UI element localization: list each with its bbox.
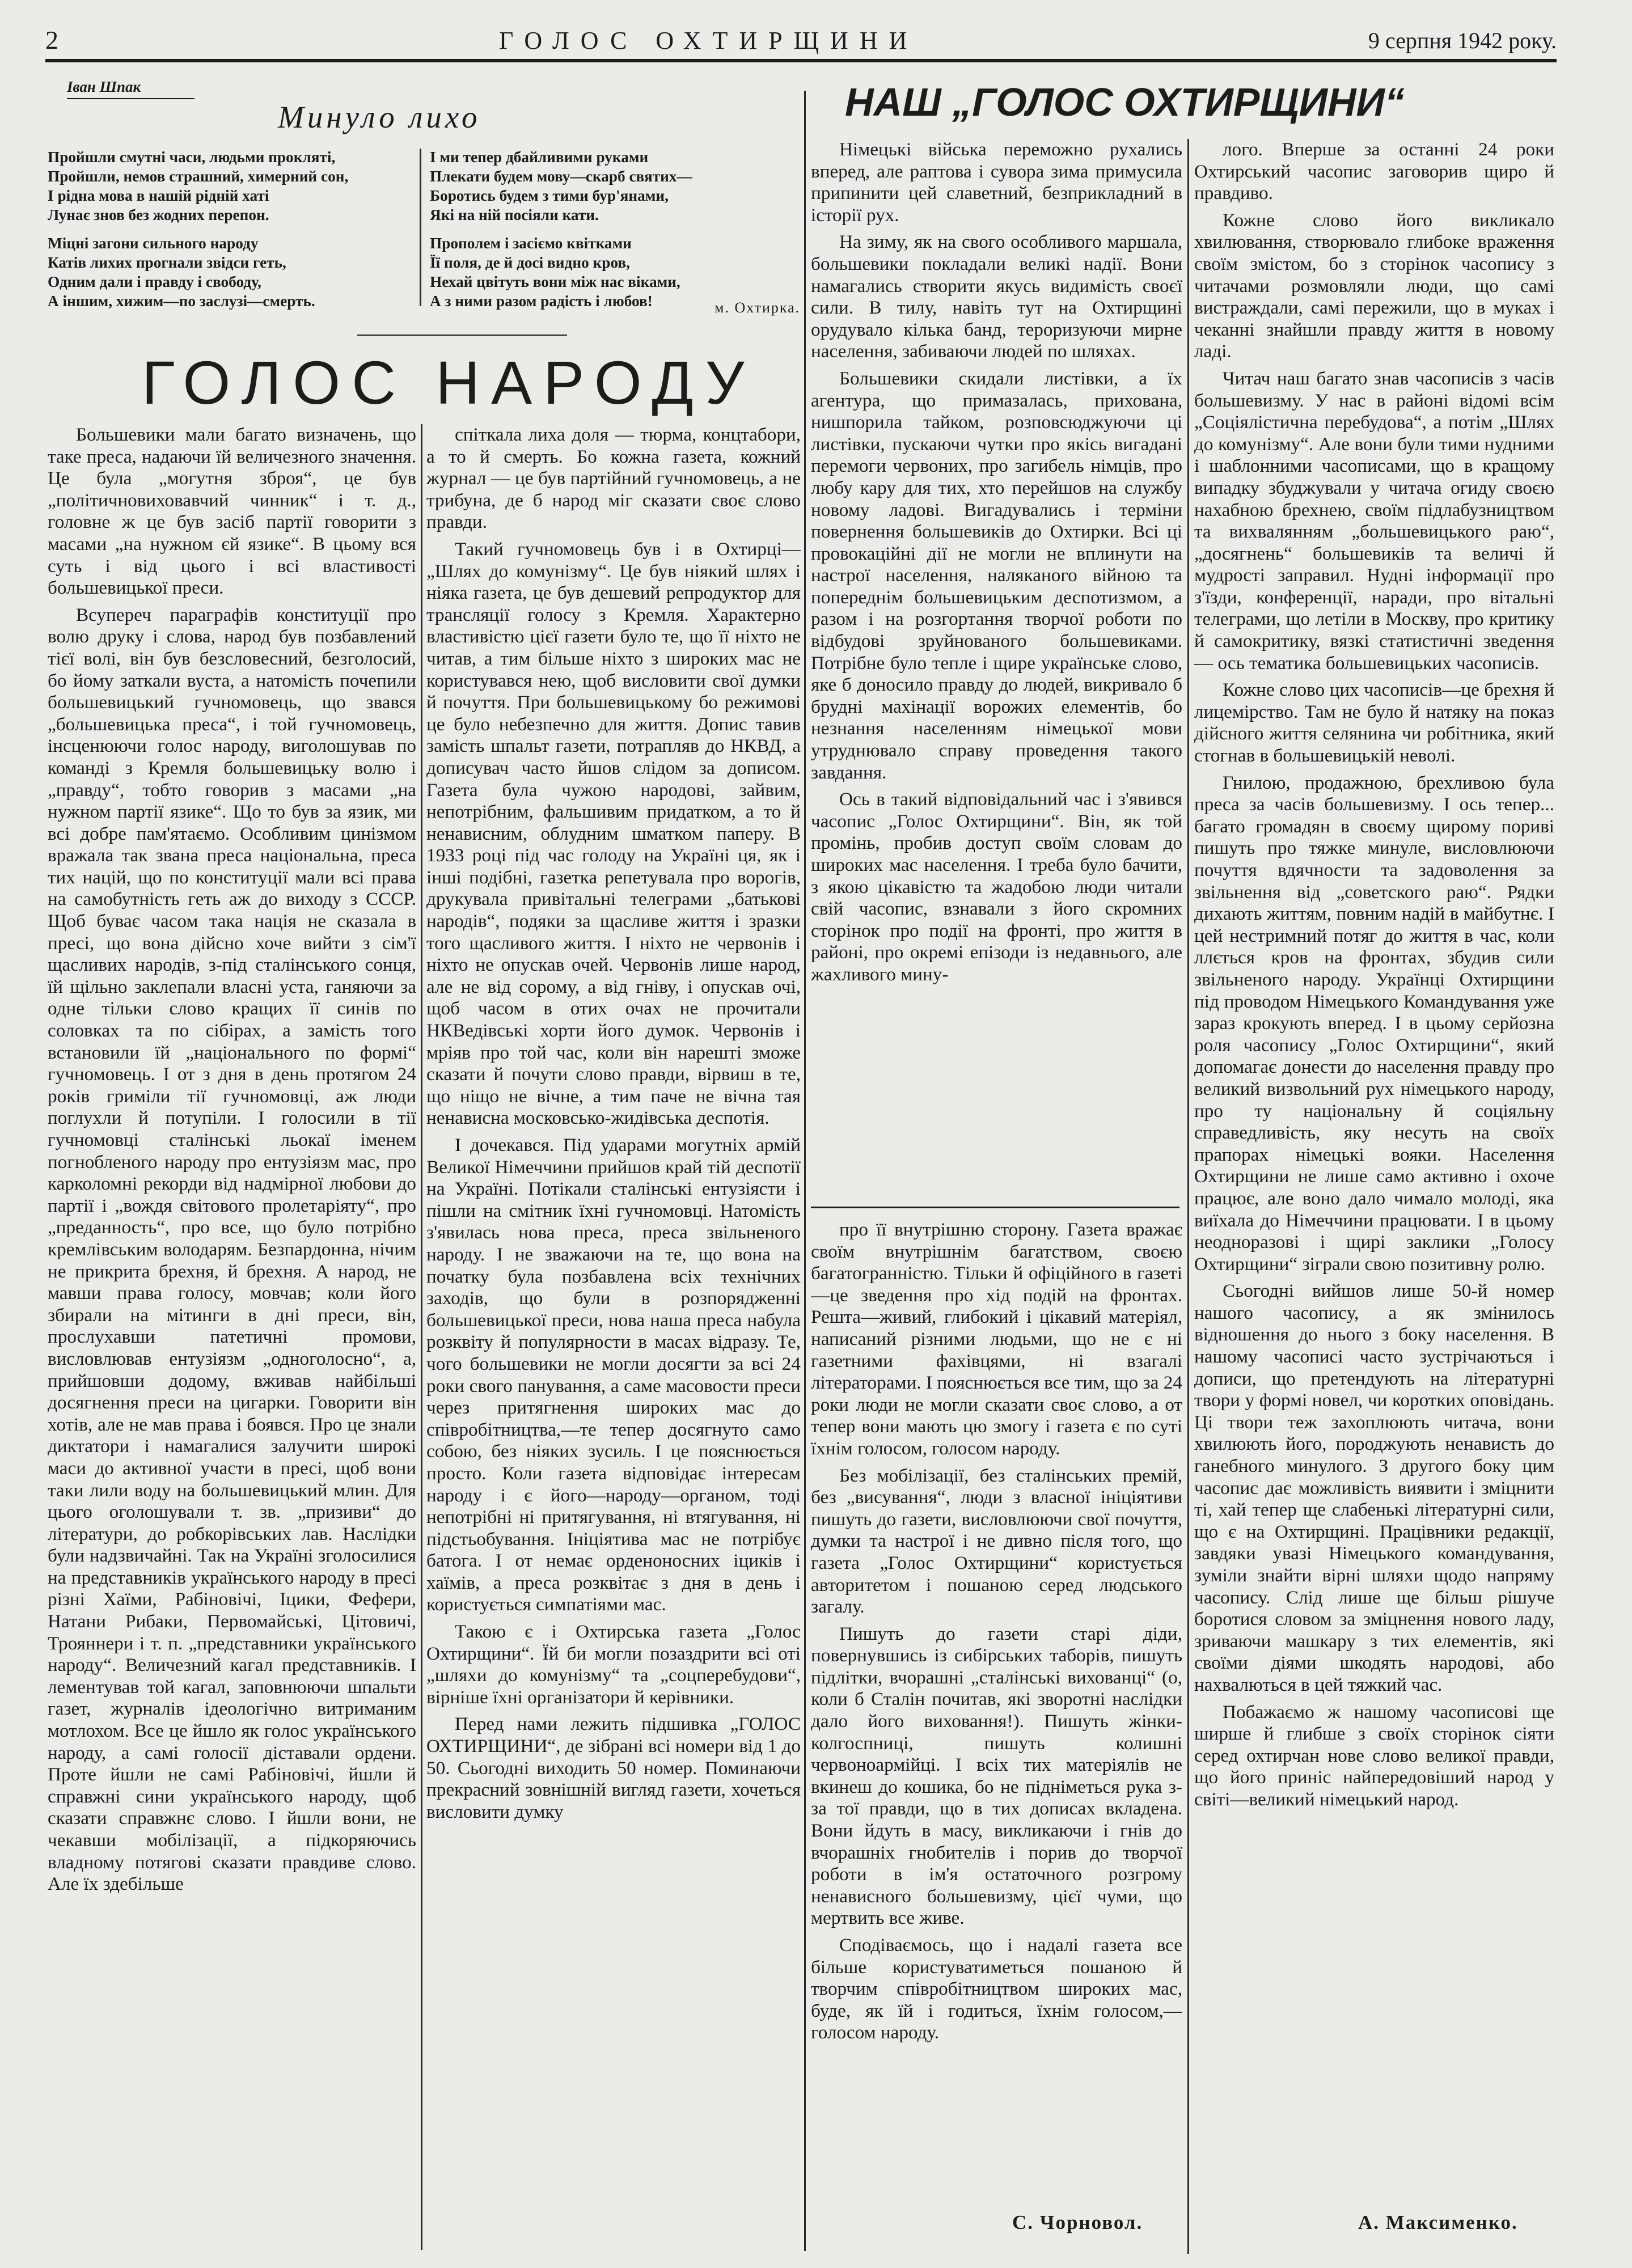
article1-column-1 — [48, 424, 416, 2256]
article2-column-4 — [1194, 139, 1554, 2208]
paragraph: Ось в такий відповідальний час і з'явився часопис „Голос Охтирщини“. Він, як той промінь, пробив доступ своїм словам до широких мас населення. І треба було бачити, з якою цікавістю та жадобою люди читали свій часопис, взнавали з його скромних сторінок про події на фронті, про життя в районі, про окремі епізоди із недавнього, але жахливого мину- — [811, 789, 1182, 985]
paragraph: Такий гучномовець був і в Охтирці—„Шлях до комунізму“. Це був ніякий шлях і ніяка газета, це був дешевий репродуктор для трансляції голосу з Кремля. Характерно властивістю цієї газети було те, що її ніхто не читав, а тим більше ніхто з широких мас не користувався нею, щоб висловити свої думки й почуття. При большевицькому бо режимові це було небезпечно для життя. Допис тавив замість шпальт газети, потрапляв до НКВД, а дописувач часто йшов слідом за дописом. Газета була чужою народові, зайвим, непотрібним, фальшивим придатком, а то й ненависним, облудним шматком паперу. В 1933 році під час голоду на Україні ця, як і інші подібні, газетка репетувала про ворогів, друкувала привітальні телеграми „батькові народів“, подяки за щасливе життя і зразки того щасливого життя. І ніхто не червонів і ніхто не опускав очей. Червонів лише народ, але не від сорому, а від гніву, і опускав очі, щоб часом в отих очах не прочитали НКВедівські хорти його думок. Червонів і мріяв про той час, коли він нарешті зможе сказати й почути слово правди, вірвиш в те, що ніщо не вічне, а тим паче не вічна тая ненависна московсько-жидівська деспотія. — [426, 538, 801, 1129]
page-header — [45, 25, 1557, 58]
author-underline — [67, 98, 195, 99]
poem-place: м. Охтирка. — [714, 299, 801, 316]
column-divider-1 — [421, 424, 422, 2250]
column-divider-3 — [1187, 139, 1189, 2254]
issue-date: 9 серпня 1942 року. — [1368, 28, 1557, 53]
poem-stanza-3: І ми тепер дбайливими руками Плекати будем мову—скарб святих— Боротись будем з тими бур'янами, Які на ній посіяли кати. — [430, 149, 692, 223]
paragraph: Такою є і Охтирська газета „Голос Охтирщини“. Їй би могли позаздрити всі оті „шляхи до комунізму“ та „соцперебудови“, вірніше їхні організатори й керівники. — [426, 1621, 801, 1708]
paragraph: Кожне слово цих часописів—це брехня й лицемірство. Там не було й натяку на показ дійсного життя селянина чи робітника, який стогнав в большевицькій неволі. — [1194, 679, 1554, 767]
poem-left-column — [48, 147, 411, 311]
article2-col4-text — [1194, 139, 1554, 1811]
signature-chornovol: С. Чорновол. — [1012, 2211, 1143, 2233]
column-divider-2 — [804, 91, 806, 2251]
paragraph: Без мобілізації, без сталінських премій, без „висування“, люди з власної ініціятиви пишуть до газети, висловлюючи свої почуття, думки та настрої і не дивно після того, що газета „Голос Охтирщини“ користується авторитетом і пошаною серед людського загалу. — [811, 1465, 1182, 1618]
poem-author-label — [67, 78, 197, 99]
paragraph: Всупереч параграфів конституції про волю друку і слова, народ був позбавлений тієї волі, він був безсловесний, безголосий, бо йому заткали вуста, а натомість почепили большевицький гучномовець, що звався „большевицька преса“, і той гучномовець, інсценюючи голос народу, виголошував по команді з Кремля большевицьку волю і „правду“, тобто говорив з масами „на нужном партії язике“. Що то був за язик, ми всі добре пам'ятаємо. Особливим цинізмом вражала так звана преса національна, преса тих націй, що по конституції мали всі права на самобутність геть аж до виходу з СССР. Щоб буває часом така нація не сказала в пресі, що вона дійсно хоче вийти з сім'ї щасливих народів, з-під сталінського сонця, їй щільно заклепали власні уста, ганяючи за одне тільки слово кращих її синів по соловках та по сібірах, а замість того встановили їй „національного по формі“ гучномовець. І от з дня в день протягом 24 років гриміли тії гучномовці, аж люди поглухли й потупіли. І голосили в тії гучномовці сталінські льокаї іменем погнобленого народу про ентузіязм мас, про карколомні рекорди від надмірної любови до партії і „вождя світового пролетаріяту“, про „преданность“, про все, що було потрібно кремлівським володарям. Безпардонна, нічим не прикрита брехня, й брехня. А народ, не мавши права голосу, мовчав; коли його збирали на мітинги в дні преси, він, прослухавши патетичні промови, висловлював ентузіязм „одноголосно“, а, прийшовши додому, вживав найбільші досягнення преси на цигарки. Говорити він хотів, але не мав права і боявся. Про це знали диктатори і намагалися залучити широкі маси до активної участи в пресі, щоб вони таки лили воду на большевицький млин. Для цього оголошували т. зв. „призиви“ до літератури, до робкорівських лав. Наслідки були надзвичайні. Так на Україні зголосилися на представників українського народу в пресі різні Хаїми, Рабіновічі, Іцики, Фефери, Натани Рибаки, Первомайські, Цітовичі, Трояннери і т. п. „представники українського народу“. Величезний кагал представників. І лементував той кагал, заповнюючи шпальти газет, журналів ідеологічно витриманим мотлохом. Все це йшло як голос українського народу, а самі голосії діставали ордени. Проте йшли не самі Рабіновічі, йшли й справжні сини українського народу, щоб сказати справжнє слово. І йшли вони, не чекавши мобілізації, а підкоряючись владному потягові сказати правдиве слово. Але їх здебільше — [48, 604, 416, 1895]
paragraph: І дочекався. Під ударами могутніх армій Великої Німеччини прийшов край тій деспотії на Україні. Потікали сталінські ентузіясти і пішли на смітник їхні гучномовці. Натомість з'явилась нова преса, преса звільненого народу. І не зважаючи на те, що вона на початку була позбавлена всіх технічних заходів, що були в розпорядженні большевицької преси, нова наша преса набула розквіту й популярности в масах відразу. Те, чого большевики не могли досягти за всі 24 роки свого панування, а саме масовости преси через притягнення широких мас до співробітництва,—те тепер досягнуто само собою, без ніяких зусиль. І це пояснюється просто. Коли газета відповідає інтересам народу і є його—народу—органом, тоді непотрібні ні притягування, ні втягування, ні підстьобування. Ініціятива мас не потрібує батога. І от немає орденоносних іциків і хаїмів, а преса розквітає з дня в день і користується симпатіями мас. — [426, 1135, 801, 1615]
paragraph: Німецькі війська переможно рухались вперед, але раптова і сувора зима примусила припинити цей славетний, безприкладний в історії рух. — [811, 139, 1182, 226]
paragraph: Кожне слово його викликало хвилювання, створювало глибоке враження своїм змістом, бо з сторінок часопису з читачами розмовляли люди, що самі вистраждали, самі пережили, що в муках і чеканні знайшли правду життя в новому ладі. — [1194, 209, 1554, 362]
paragraph: На зиму, як на свого особливого маршала, большевики покладали великі надії. Вони намагались створити якусь видимість своєї сили. В тилу, навіть тут на Охтирщині орудувало кілька банд, тероризуючи мирне населення, забиваючи людей по шляхах. — [811, 231, 1182, 362]
paragraph: лого. Вперше за останні 24 роки Охтирський часопис заговорив щиро й правдиво. — [1194, 139, 1554, 204]
paragraph: спіткала лиха доля — тюрма, концтабори, а то й смерть. Бо кожна газета, кожний журнал — це був партійний гучномовець, а не трибуна, де б народ міг сказати своє слово правди. — [426, 424, 801, 533]
article-title-nash-holos: НАШ „ГОЛОС ОХТИРЩИНИ“ — [845, 80, 1405, 124]
paragraph: Сьогодні вийшов лише 50-й номер нашого часопису, а як змінилось відношення до нього з боку населення. В нашому часописі часто зустрічаються і дописи, що претендують на літературні твори у формі новел, чи коротких оповідань. Ці твори теж захоплюють читача, вони хвилюють його, породжують ненависть до ганебного минулого. З другого боку цим часопис дає можливість виявити і зміцнити ті, хай тепер ще слабенькі літературні сили, що є на Охтирщині. Працівники редакції, завдяки увазі Німецького командування, зуміли знайти вірні шляхи щодо напряму часопису. Слід лише ще більш рішуче боротися словом за зміцнення нового ладу, зриваючи машкару з тих елементів, які своїми діями шкодять народові, або нахвалються в цей тяжкий час. — [1194, 1280, 1554, 1695]
article1-col1-text — [48, 424, 416, 1895]
page-number: 2 — [45, 26, 58, 54]
article1-column-3 — [811, 1219, 1182, 2208]
paragraph: Большевики скидали листівки, а їх агентура, що примазалась, прихована, нишпорила тайком, розповсюджуючи ці листівки, пускаючи чутки про якісь вигадані перемоги червоних, про загибель німців, про любу кару для тих, хто перейшов на службу новому ладові. Вигадувались і терміни повернення большевиків до Охтирки. Всі ці провокаційні дії не могли не вплинути на настрої населення, наляканого війною та попереднім большевицьким деспотизмом, а разом і на розгортання творчої роботи по відбудові зруйнованого большевиками. Потрібне було тепле і щире українське слово, яке б доносило правду до людей, викривало б брудні махінації ворожих елементів, бо незнання населенням німецької мови утруднювало справу проведення такого завдання. — [811, 367, 1182, 783]
poem-divider — [420, 149, 421, 306]
paragraph: Сподіваємось, що і надалі газета все більше користуватиметься пошаною й творчим співробітництвом широких мас, буде, як їй і годиться, їхнім голосом,—голосом народу. — [811, 1935, 1182, 2043]
column-3-separator — [811, 1207, 1179, 1208]
article1-column-2 — [426, 424, 801, 2256]
article1-col3-text — [811, 1219, 1182, 2044]
poem-author: Іван Шпак — [67, 78, 141, 95]
article-title-holos-narodu: ГОЛОС НАРОДУ — [142, 348, 756, 417]
paragraph: Гнилою, продажною, брехливою була преса за часів большевизму. І ось тепер... багато громадян в своєму щирому пориві пишуть про тяжке минуле, висловлюючи почуття вдячности та задоволення за звільнення від „советского раю“. Рядки дихають життям, повним надій в майбутнє. І цей нестримний потяг до життя в час, коли ллється кров на фронтах, збудив сили звільненого народу. Українці Охтирщини під проводом Німецького Командування уже зараз крокують вперед. І в цьому серйозна роля часопису „Голос Охтирщини“, який допомагає донести до населення правду про великий визвольний рух німецького народу, про ту національну й соціяльну справедливість, яку несуть на своїх прапорах німецькі вояки. Населення Охтирщини не лише само активно і охоче працює, але воно дало чимало молоді, яка виїхала до Німеччини працювати. І в цьому неодноразові і щирі заклики „Голосу Охтирщини“ зіграли свою позитивну ролю. — [1194, 772, 1554, 1275]
paragraph: Побажаємо ж нашому часописові ще ширше й глибше з своїх сторінок сіяти серед охтирчан нове слово великої правди, що його приніс найпередовіший народ у світі—великий німецький народ. — [1194, 1701, 1554, 1810]
article2-column-3 — [811, 139, 1182, 1202]
poem-stanza-4: Прополем і засіємо квітками Її поля, де й досі видно кров, Нехай цвітуть вони між нас віками, А з ними разом радість і любов! — [430, 235, 680, 310]
poem-separator — [357, 335, 567, 336]
signature-maksymenko: А. Максименко. — [1358, 2211, 1518, 2233]
poem-title: Минуло лихо — [278, 100, 481, 134]
paragraph: про її внутрішню сторону. Газета вражає своїм внутрішнім багатством, своєю багатогранністю. Тільки й офіційного в газеті—це зведення про хід подій на фронтах. Решта—живий, глибокий і цікавий матеріял, написаний різними людьми, що не є ні газетними фахівцями, ні взагалі літераторами. І пояснюється все тим, що за 24 роки люди не могли сказати своє слово, а от тепер вони мають цю змогу і газета є по суті їхнім голосом, голосом народу. — [811, 1219, 1182, 1459]
paragraph: Пишуть до газети старі діди, повернувшись із сибірських таборів, пишуть підлітки, вчорашні „сталінські вихованці“ (о, коли б Сталін почитав, які зворотні наслідки дало його виховання!). Пишуть жінки-колгоспниці, пишуть колишні червоноармійці. І всіх тих матеріялів не вкинеш до кошика, бо не підніметься рука з-за тої правди, що в тих дописах вкладена. Вони йдуть в масу, викликаючи і гнів до вчорашніх гнобителів і порив до творчої роботи в ім'я остаточного розгрому ненависного большевизму, цієї чуми, що мертвить все живе. — [811, 1623, 1182, 1929]
header-rule — [45, 59, 1557, 62]
newspaper-name: ГОЛОС ОХТИРЩИНИ — [499, 27, 919, 54]
article2-col3-text — [811, 139, 1182, 986]
paragraph: Большевики мали багато визначень, що таке преса, надаючи їй величезного значення. Це була „могутня зброя“, це був „політичновиховавчий чинник“ і т. д., головне ж це був засіб партії говорити з масами „на нужном єй язике“. В цьому вся суть і від цього і всі властивості большевицької преси. — [48, 424, 416, 599]
poem-stanza-2: Міцні загони сильного народу Катів лихих прогнали звідси геть, Одним дали і правду і свободу, А іншим, хижим—по заслузі—смерть. — [48, 235, 315, 310]
poem-stanza-1: Пройшли смутні часи, людьми прокляті, Пройшли, немов страшний, химерний сон, І рідна мова в нашій рідній хаті Лунає знов без жодних перепон. — [48, 149, 349, 223]
paragraph: Читач наш багато знав часописів з часів большевизму. У нас в районі відомі всім „Соціялістична перебудова“, а потім „Шлях до комунізму“. Але вони були тими нудними і шаблонними часописами, що в кращому випадку збуджували у читача огиду своєю нахабною брехнею, своїм підлабузництвом та вихвалянням „большевицького раю“, „досягнень“ большевиків та величі й мудрості заправил. Нудні інформації про з'їзди, конференції, наради, про вітальні телеграми, що летіли в Москву, про критику й самокритику, вязкі статистичні зведення — ось тематика большевицьких часописів. — [1194, 367, 1554, 674]
paragraph: Перед нами лежить підшивка „ГОЛОС ОХТИРЩИНИ“, де зібрані всі номери від 1 до 50. Сьогодні виходить 50 номер. Поминаючи прекрасний зовнішній вигляд газети, хочеться висловити думку — [426, 1713, 801, 1822]
poem-right-column — [430, 147, 804, 311]
article1-col2-text — [426, 424, 801, 1823]
